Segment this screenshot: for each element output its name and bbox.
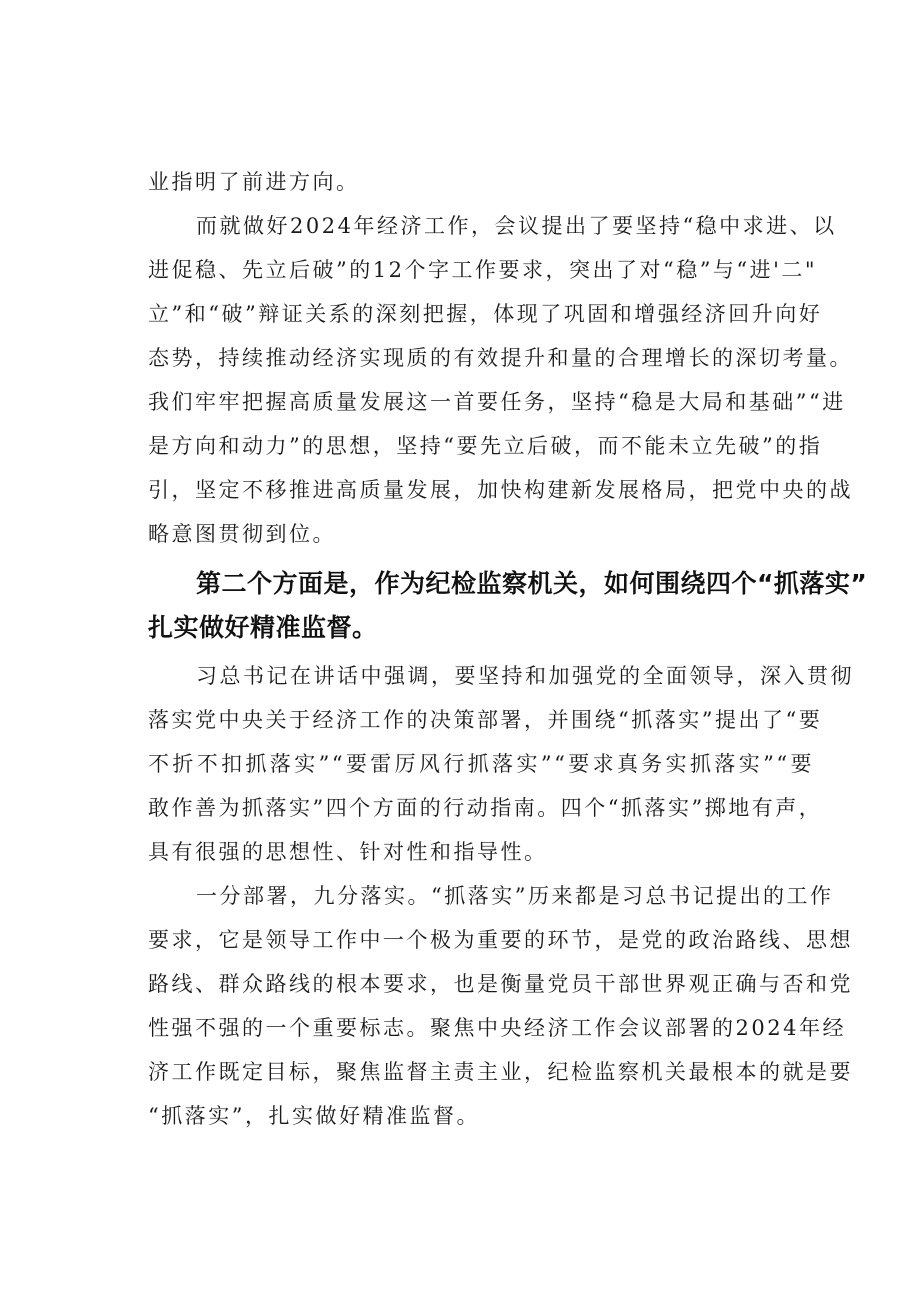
document-body bbox=[148, 160, 868, 1138]
text-line: 立”和“破”辩证关系的深刻把握，体现了巩固和增强经济回升向好 bbox=[148, 302, 823, 326]
text-line: 一分部署，九分落实。“抓落实”历来都是习总书记提出的工作 bbox=[196, 884, 834, 908]
text-line: 略意图贯彻到位。 bbox=[148, 522, 336, 546]
text-line: 济工作既定目标，聚焦监督主责主业，纪检监察机关最根本的就是要 bbox=[148, 1060, 853, 1084]
text-line: 进促稳、先立后破”的12个字工作要求，突出了对“稳”与“进'二" bbox=[148, 258, 818, 282]
text-line: 而就做好2024年经济工作，会议提出了要坚持“稳中求进、以 bbox=[196, 214, 837, 238]
text-line: 路线、群众路线的根本要求，也是衡量党员干部世界观正确与否和党 bbox=[148, 972, 853, 996]
heading-line: 扎实做好精准监督。 bbox=[148, 613, 378, 642]
paragraph-deployment-implementation bbox=[148, 874, 853, 1138]
text-line: 不折不扣抓落实”“要雷厉风行抓落实”“要求真务实抓落实”“要 bbox=[148, 752, 814, 776]
text-line: 态势，持续推动经济实现质的有效提升和量的合理增长的深切考量。 bbox=[148, 346, 853, 370]
text-line: 具有很强的思想性、针对性和指导性。 bbox=[148, 840, 548, 864]
text-line: 引，坚定不移推进高质量发展，加快构建新发展格局，把党中央的战 bbox=[148, 478, 853, 502]
text-line: 要求，它是领导工作中一个极为重要的环节，是党的政治路线、思想 bbox=[148, 928, 853, 952]
text-line: 是方向和动力”的思想，坚持“要先立后破，而不能未立先破”的指 bbox=[148, 434, 823, 458]
paragraph-economic-work-2024 bbox=[148, 204, 853, 556]
text-line: 落实党中央关于经济工作的决策部署，并围绕“抓落实”提出了“要 bbox=[148, 708, 823, 732]
section-heading bbox=[148, 562, 868, 650]
text-line: 习总书记在讲话中强调，要坚持和加强党的全面领导，深入贯彻 bbox=[196, 664, 854, 688]
text-line: “抓落实”，扎实做好精准监督。 bbox=[148, 1104, 480, 1128]
paragraph-continuation bbox=[148, 160, 814, 204]
text-line: 性强不强的一个重要标志。聚焦中央经济工作会议部署的2024年经 bbox=[148, 1016, 846, 1040]
text-line: 敢作善为抓落实”四个方面的行动指南。四个“抓落实”掷地有声， bbox=[148, 796, 823, 820]
text-line: 我们牢牢把握高质量发展这一首要任务，坚持“稳是大局和基础”“进 bbox=[148, 390, 846, 414]
text-line: 业指明了前进方向。 bbox=[148, 170, 360, 194]
paragraph-four-implementations bbox=[148, 654, 854, 874]
heading-line: 第二个方面是，作为纪检监察机关，如何围绕四个“抓落实” bbox=[196, 569, 868, 598]
